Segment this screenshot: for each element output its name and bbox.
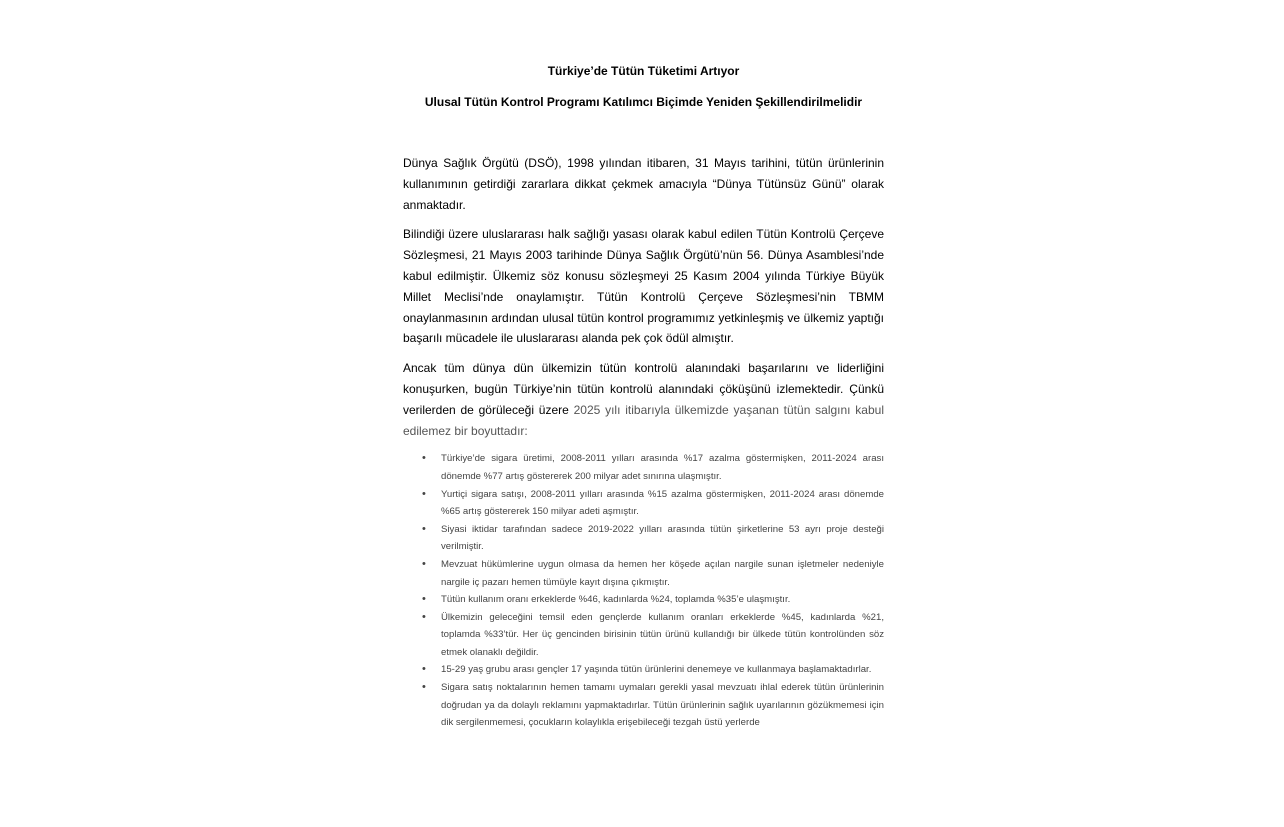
- list-item-text: 15-29 yaş grubu arası gençler 17 yaşında tütün ürünlerini denemeye ve kullanmaya başlamaktadırlar.: [441, 664, 872, 676]
- list-item: [403, 661, 884, 679]
- list-item-text: Mevzuat hükümlerine uygun olmasa da hemen her köşede açılan nargile sunan işletmeler nedeniyle nargile iç pazarı hemen tümüyle kayıt dışına çıkmıştır.: [441, 558, 884, 588]
- paragraph-decline-main: Ancak tüm dünya dün ülkemizin tütün kontrolü alanındaki başarılarını ve liderliğini konuşurken, bugün Türkiye’nin tütün kontrolü alanındaki çöküşünü izlemektedir. Çünkü verilerden de görüleceği üzere: [403, 361, 884, 417]
- paragraph-decline-muted: 2025 yılı itibarıyla ülkemizde yaşanan tütün salgını kabul edilemez bir boyuttadır:: [403, 402, 884, 438]
- list-item: [403, 450, 884, 485]
- bullet-icon: •: [422, 610, 426, 623]
- list-item: [403, 521, 884, 556]
- bullet-icon: •: [422, 557, 426, 570]
- bullet-icon: •: [422, 452, 426, 465]
- list-item-text: Sigara satış noktalarının hemen tamamı uymaları gerekli yasal mevzuatı ihlal ederek tütün ürünlerinin doğrudan ya da dolaylı reklamını yapmaktadırlar. Tütün ürünlerinin sağlık uyarılarının gözükmemesi için dik sergilenmemesi, çocukların kolaylıkla erişebileceği tezgah üstü yerlerde: [441, 682, 884, 729]
- list-item: [403, 609, 884, 662]
- list-item-text: Yurtiçi sigara satışı, 2008-2011 yılları arasında %15 azalma göstermişken, 2011-2024 arası dönemde %65 artış göstererek 150 milyar adeti aşmıştır.: [441, 488, 884, 518]
- list-item-text: Ülkemizin geleceğini temsil eden gençlerde kullanım oranları erkeklerde %45, kadınlarda %21, toplamda %33’tür. Her üç gencinden birisinin tütün ürünü kullandığı bir ülkede tütün kontrolünden söz etmek olanaklı değildir.: [441, 611, 884, 658]
- paragraph-convention: Bilindiği üzere uluslararası halk sağlığı yasası olarak kabul edilen Tütün Kontrolü Çerçeve Sözleşmesi, 21 Mayıs 2003 tarihinde Dünya Sağlık Örgütü’nün 56. Dünya Asamblesi’nde kabul edilmiştir. Ülkemiz söz konusu sözleşmeyi 25 Kasım 2004 yılında Türkiye Büyük Millet Meclisi’nde onaylamıştır. Tütün Kontrolü Çerçeve Sözleşmesi’nin TBMM onaylanmasının ardından ulusal tütün kontrol programımız yetkinleşmiş ve ülkemiz yaptığı başarılı mücadele ile uluslararası alanda pek çok ödül almıştır.: [403, 227, 884, 346]
- list-item-text: Siyasi iktidar tarafından sadece 2019-2022 yılları arasında tütün şirketlerine 53 ayrı proje desteği verilmiştir.: [441, 523, 884, 553]
- list-item: [403, 679, 884, 732]
- list-item: [403, 591, 884, 609]
- bullet-icon: •: [422, 487, 426, 500]
- bullet-icon: •: [422, 522, 426, 535]
- document-body: [403, 153, 884, 732]
- list-item: [403, 556, 884, 591]
- bullet-icon: •: [422, 681, 426, 694]
- document-subtitle: Ulusal Tütün Kontrol Programı Katılımcı Biçimde Yeniden Şekillendirilmelidir: [424, 95, 863, 109]
- bullet-icon: •: [422, 663, 426, 676]
- paragraph-intro: Dünya Sağlık Örgütü (DSÖ), 1998 yılından itibaren, 31 Mayıs tarihini, tütün ürünlerinin kullanımının getirdiği zararlara dikkat çekmek amacıyla “Dünya Tütünsüz Günü” olarak anmaktadır.: [403, 156, 884, 212]
- document-title: Türkiye’de Tütün Tüketimi Artıyor: [547, 64, 740, 78]
- statistics-list: [403, 450, 884, 732]
- paragraph-decline: [403, 358, 884, 441]
- list-item: [403, 486, 884, 521]
- list-item-text: Tütün kullanım oranı erkeklerde %46, kadınlarda %24, toplamda %35’e ulaşmıştır.: [441, 594, 791, 606]
- bullet-icon: •: [422, 593, 426, 606]
- list-item-text: Türkiye’de sigara üretimi, 2008-2011 yılları arasında %17 azalma göstermişken, 2011-2024 arası dönemde %77 artış göstererek 200 milyar adet sınırına ulaşmıştır.: [441, 453, 884, 482]
